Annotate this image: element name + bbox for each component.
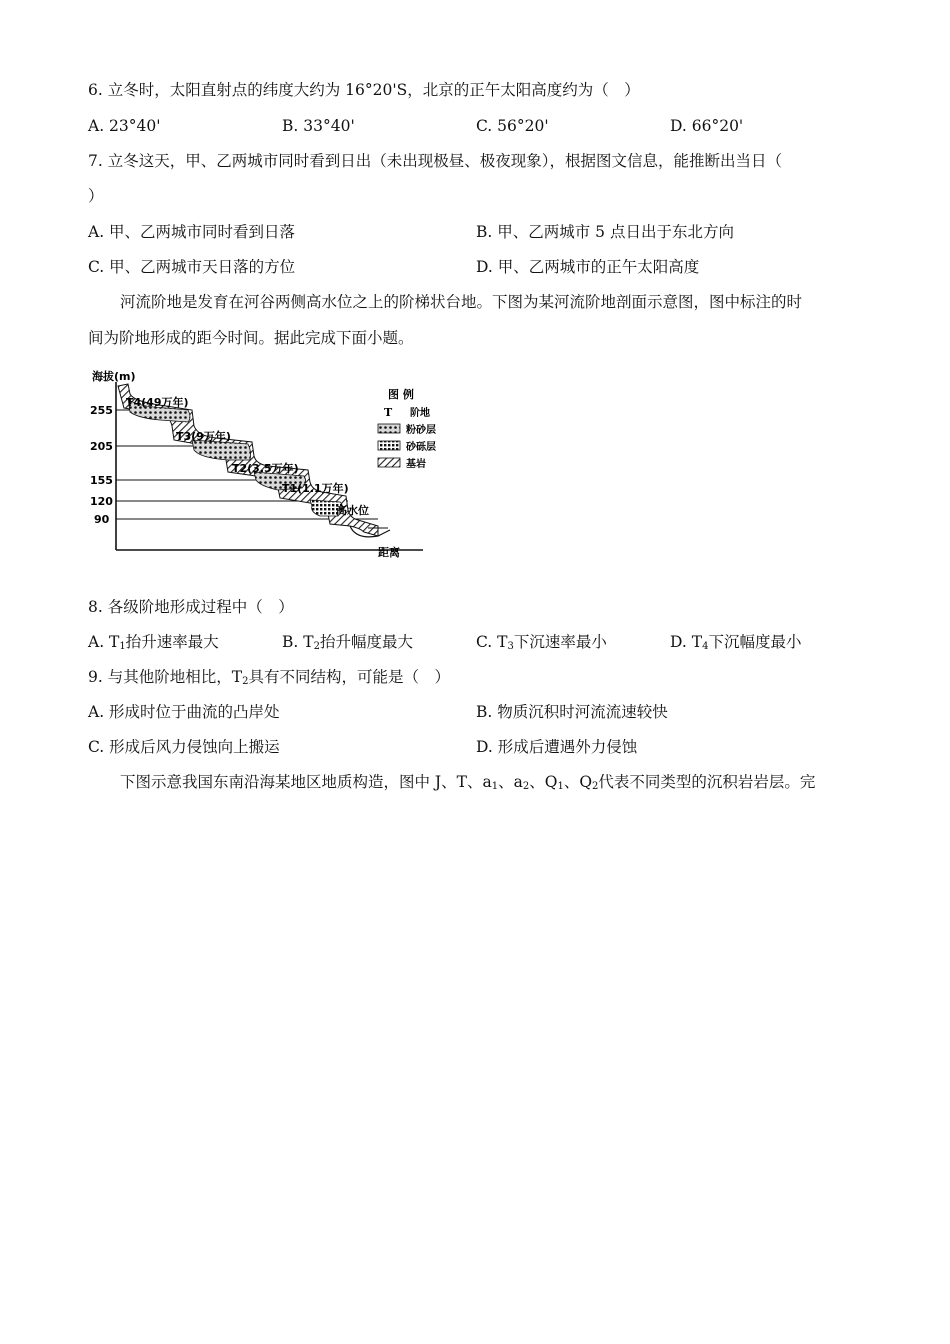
legend-label-silt: 粉砂层 [406, 425, 436, 436]
legend-symbol-terrace: T [384, 406, 393, 419]
intro-paragraph-line1: 河流阶地是发育在河谷两侧高水位之上的阶梯状台地。下图为某河流阶地剖面示意图，图中标注的时 [120, 293, 803, 311]
y-tick-label: 90 [94, 513, 110, 526]
y-tick-label: 120 [90, 495, 113, 508]
legend-swatch-silt [378, 424, 400, 433]
legend-label-bedrock: 基岩 [406, 459, 426, 470]
q9-option-b: B. 物质沉积时河流流速较快 [476, 703, 668, 721]
question-7-stem: 7. 立冬这天，甲、乙两城市同时看到日出（未出现极昼、极夜现象），根据图文信息，能推断出当日（ [88, 152, 782, 170]
y-tick-label: 255 [90, 404, 113, 417]
q8-option-b: B. $T_2$抬升幅度最大 [282, 633, 413, 652]
q8-option-c: C. $T_3$下沉速率最小 [476, 633, 607, 652]
q8-option-a: A. $T_1$抬升速率最大 [88, 633, 219, 652]
question-7-stem-cont: ） [88, 187, 104, 205]
terrace-label-t1: T1(1.1万年) [282, 482, 349, 495]
question-8-stem: 8. 各级阶地形成过程中（ ） [88, 598, 294, 616]
high-water-label: 高水位 [336, 504, 369, 517]
q6-option-b: B. 33°40' [282, 117, 355, 135]
q7-option-a: A. 甲、乙两城市同时看到日落 [88, 223, 296, 241]
y-tick-label: 205 [90, 440, 113, 453]
y-axis-label: 海拔(m) [92, 370, 136, 383]
terrace-label-t3: T3(9万年) [176, 430, 231, 443]
legend-swatch-bedrock [378, 458, 400, 467]
question-9-stem: 9. 与其他阶地相比，$T_2$具有不同结构，可能是（ ） [88, 668, 450, 687]
terrace-diagram [88, 360, 448, 570]
q9-option-d: D. 形成后遭遇外力侵蚀 [476, 738, 638, 756]
q8-option-d: D. $T_4$下沉幅度最小 [670, 633, 802, 652]
legend-swatch-gravel [378, 441, 400, 450]
q7-option-d: D. 甲、乙两城市的正午太阳高度 [476, 258, 700, 276]
q6-option-c: C. 56°20' [476, 117, 549, 135]
intro-paragraph-line2: 间为阶地形成的距今时间。据此完成下面小题。 [88, 329, 414, 347]
q9-option-a: A. 形成时位于曲流的凸岸处 [88, 703, 280, 721]
terrace-label-t4: T4(49万年) [126, 396, 189, 409]
intro-paragraph-2: 下图示意我国东南沿海某地区地质构造，图中 J、T、$a_1$、$a_2$、$Q_1$、$Q_2$代表不同类型的沉积岩岩层。完 [120, 773, 816, 792]
y-tick-label: 155 [90, 474, 113, 487]
x-axis-label: 距离 [378, 546, 400, 559]
q6-option-d: D. 66°20' [670, 117, 744, 135]
river-terrace-figure [88, 360, 448, 570]
legend [378, 387, 436, 470]
question-6-stem: 6. 立冬时，太阳直射点的纬度大约为 16°20'S，北京的正午太阳高度约为（ ） [88, 81, 640, 99]
q7-option-c: C. 甲、乙两城市天日落的方位 [88, 258, 296, 276]
legend-title: 图 例 [388, 388, 414, 401]
legend-label-terrace: 阶地 [410, 408, 430, 419]
q7-option-b: B. 甲、乙两城市 5 点日出于东北方向 [476, 223, 734, 241]
q6-option-a: A. 23°40' [88, 117, 161, 135]
legend-label-gravel: 砂砾层 [406, 442, 436, 453]
terrace-label-t2: T2(3.5万年) [232, 462, 299, 475]
q9-option-c: C. 形成后风力侵蚀向上搬运 [88, 738, 280, 756]
